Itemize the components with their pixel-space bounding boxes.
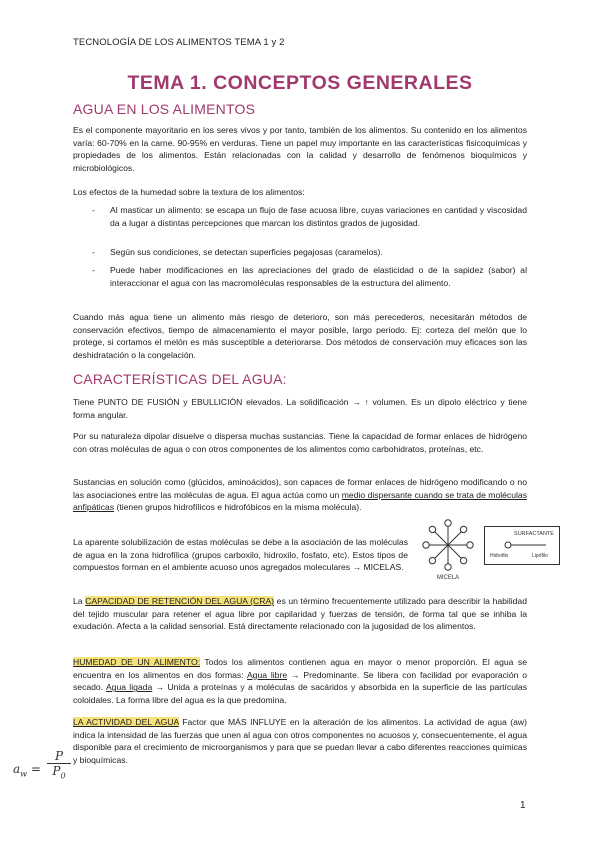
highlighted-term: HUMEDAD DE UN ALIMENTO:	[73, 657, 201, 667]
text-run: La	[73, 596, 86, 606]
paragraph: Los efectos de la humedad sobre la textura de los alimentos:	[73, 187, 305, 197]
hidrofilo-label: Hidrofilo	[490, 553, 509, 559]
list-item-text: Al masticar un alimento: se escapa un flujo de fase acuosa libre, cuyas variaciones en cantidad y viscosidad da a lugar a distintas percepciones que marcan los distintos grados de jugosidad.	[110, 205, 527, 228]
text-run: (tienen grupos hidrofílicos e hidrofóbicos en la misma molécula).	[114, 502, 362, 513]
underlined-text: Agua libre	[246, 669, 288, 680]
bullet-dash: -	[92, 205, 95, 215]
bullet-dash: -	[92, 247, 95, 257]
paragraph	[73, 656, 527, 706]
text-run: Factor que MÁS INFLUYE en la alteración de los alimentos. La actividad de agua (aw) indica la intensidad de las fuerzas que unen al agua con otros componentes no acuosos y, consecuentemente, el agua disponible para el crecimiento de microorganismos y para que se puedan llevar a cabo diferentes reacciones químicas y bioquímicas.	[73, 717, 527, 765]
formula-lhs: $a_w$ =	[13, 762, 41, 779]
bullet-dash: -	[92, 265, 95, 275]
page-title: TEMA 1. CONCEPTOS GENERALES	[127, 72, 473, 94]
underlined-text: Agua ligada	[105, 682, 153, 693]
list-item-text: Puede haber modificaciones en las apreciaciones del grado de elasticidad o de la sapidez (sabor) al interaccionar el agua con las macromoléculas responsables de la estructura del alimento.	[110, 265, 527, 288]
micela-label: MICELA	[436, 575, 460, 581]
paragraph: Tiene PUNTO DE FUSIÓN y EBULLICIÓN elevados. La solidificación → ↑ volumen. Es un dipolo eléctrico y tiene forma angular.	[73, 397, 527, 420]
text-run: Sustancias en solución como (glúcidos, aminoácidos), son capaces de formar enlaces de hidrógeno modificando o no las asociaciones entre las moléculas de agua. El agua actúa como un	[73, 477, 527, 500]
underlined-text: medio dispersante cuando se trata de moléculas anfipáticas	[73, 489, 527, 513]
page-number: 1	[520, 800, 526, 811]
running-header: TECNOLOGÍA DE LOS ALIMENTOS TEMA 1 y 2	[73, 37, 285, 48]
lipofilo-label: Lipófilo	[532, 553, 548, 559]
surfactante-figure	[484, 526, 560, 566]
paragraph	[73, 595, 527, 633]
micela-figure	[418, 516, 478, 582]
text-run: Todos los alimentos contienen agua en mayor o menor proporción. El agua se encuentra en los alimentos en dos formas:	[73, 657, 528, 680]
paragraph: Es el componente mayoritario en los seres vivos y por tanto, también de los alimentos. Su contenido en los alimentos varía: 60-70% en la carne. 90-95% en verduras. Tiene un papel muy importante en las características fisicoquímicas y propiedades de los alimentos. Están relacionadas con la calidad y desarrollo de fenómenos bioquímicos y microbiológicos.	[73, 125, 527, 173]
list-item	[92, 204, 527, 229]
paragraph: Cuando más agua tiene un alimento más riesgo de deterioro, son más perecederos, necesitarán métodos de conservación efectivos, tiempo de almacenamiento el mayor posible, largo periodo. Ej: corteza del melón que lo protege, si cortamos el melón es más susceptible a deteriorarse. Dos métodos de conservación muy eficaces son las deshidratación o la congelación.	[73, 312, 527, 360]
highlighted-term: LA ACTIVIDAD DEL AGUA	[73, 717, 179, 727]
section-heading-agua: AGUA EN LOS ALIMENTOS	[73, 101, 256, 117]
paragraph	[73, 476, 527, 514]
list-item	[92, 264, 527, 289]
paragraph: Por su naturaleza dipolar disuelve o dispersa muchas sustancias. Tiene la capacidad de formar enlaces de hidrógeno con otras moléculas de agua o con otros componentes de los alimentos como carbohidratos, proteínas, etc.	[73, 431, 527, 454]
paragraph	[73, 716, 527, 766]
list-item-text: Según sus condiciones, se detectan superficies pegajosas (caramelos).	[110, 247, 383, 257]
text-run: → Predominante. Se libera con facilidad por evaporación o secado.	[73, 669, 527, 693]
highlighted-term: CAPACIDAD DE RETENCIÓN DEL AGUA (CRA)	[85, 596, 275, 606]
paragraph: La aparente solubilización de estas moléculas se debe a la asociación de las moléculas de agua en la zona hidrofílica (grupos carboxilo, hidroxilo, fosfato, etc). Estos tipos de compuestos forman en el ambiente acuoso unos agregados moleculares → MICELAS.	[73, 537, 408, 573]
section-heading-caracteristicas: CARACTERÍSTICAS DEL AGUA:	[73, 371, 287, 387]
text-run: es un término frecuentemente utilizado para describir la habilidad del tejido muscular para retener el agua libre por capilaridad y fuerzas de tensión, de forma tal que se inhiba la exudación. Afecta a la calidad sensorial. Está directamente relacionado con la jugosidad de los alimentos.	[73, 596, 527, 632]
surfactante-label: SURFACTANTE	[514, 531, 554, 537]
list-item	[92, 246, 527, 259]
formula-fraction: $\frac{P}{P_0}$	[47, 749, 71, 783]
text-run: → Unida a proteínas y a moléculas de sacáridos y absorbida en la superficie de las partículas coloidales. La forma libre del agua es la que predomina.	[73, 682, 527, 705]
